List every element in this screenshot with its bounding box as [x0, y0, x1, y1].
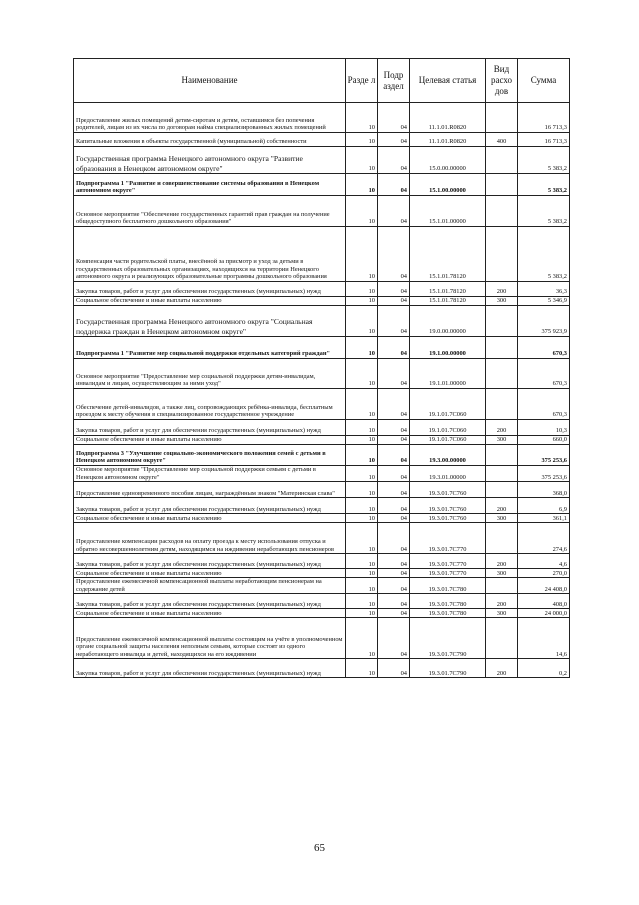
cell-target: 19.3.01.7С760 — [410, 514, 486, 523]
cell-target: 11.1.01.R0820 — [410, 133, 486, 147]
cell-kind — [486, 196, 518, 227]
cell-target: 15.1.01.78120 — [410, 227, 486, 282]
cell-target: 19.1.01.7С060 — [410, 389, 486, 420]
cell-name: Закупка товаров, работ и услуг для обеспечения государственных (муниципальных) нужд — [74, 594, 346, 609]
cell-target: 19.1.00.00000 — [410, 337, 486, 359]
cell-target: 15.1.01.78120 — [410, 282, 486, 297]
table-row — [74, 147, 570, 174]
cell-name: Основное мероприятие "Предоставление мер социальной поддержки семьям с детьми в Ненецком автономном округе" — [74, 466, 346, 482]
cell-name: Государственная программа Ненецкого автономного округа "Социальная поддержка граждан в Ненецком автономном округе" — [74, 306, 346, 337]
cell-subsection: 04 — [378, 133, 410, 147]
cell-target: 19.3.01.7С780 — [410, 578, 486, 594]
cell-section: 10 — [346, 569, 378, 578]
cell-target: 19.0.00.00000 — [410, 306, 486, 337]
table-row — [74, 196, 570, 227]
cell-name: Обеспечение детей-инвалидов, а также лиц, сопровождающих ребёнка-инвалида, бесплатным проездом к месту обучения в специализированное государственное учреждение — [74, 389, 346, 420]
cell-target: 19.1.01.7С060 — [410, 420, 486, 436]
cell-sum: 16 713,3 — [518, 103, 570, 133]
cell-subsection: 04 — [378, 103, 410, 133]
cell-subsection: 04 — [378, 554, 410, 569]
cell-section: 10 — [346, 133, 378, 147]
cell-name: Закупка товаров, работ и услуг для обеспечения государственных (муниципальных) нужд — [74, 554, 346, 569]
cell-subsection: 04 — [378, 359, 410, 389]
cell-name: Предоставление единовременного пособия лицам, награждённым знаком "Материнская слава" — [74, 482, 346, 498]
cell-sum: 375 923,9 — [518, 306, 570, 337]
cell-subsection: 04 — [378, 436, 410, 445]
cell-sum: 5 383,2 — [518, 196, 570, 227]
cell-name: Закупка товаров, работ и услуг для обеспечения государственных (муниципальных) нужд — [74, 659, 346, 678]
cell-target: 11.1.01.R0820 — [410, 103, 486, 133]
cell-subsection: 04 — [378, 297, 410, 306]
cell-kind: 200 — [486, 420, 518, 436]
cell-sum: 368,0 — [518, 482, 570, 498]
cell-name: Подпрограмма 1 "Развитие и совершенствование системы образования в Ненецком автономном округе" — [74, 174, 346, 196]
cell-subsection: 04 — [378, 594, 410, 609]
cell-section: 10 — [346, 147, 378, 174]
cell-target: 15.1.01.00000 — [410, 196, 486, 227]
table-row — [74, 523, 570, 554]
cell-section: 10 — [346, 306, 378, 337]
cell-sum: 5 346,9 — [518, 297, 570, 306]
table-row — [74, 436, 570, 445]
cell-target: 19.3.01.7С780 — [410, 594, 486, 609]
cell-section: 10 — [346, 389, 378, 420]
table-row — [74, 103, 570, 133]
cell-section: 10 — [346, 554, 378, 569]
cell-sum: 270,0 — [518, 569, 570, 578]
table-row — [74, 618, 570, 659]
cell-section: 10 — [346, 482, 378, 498]
cell-target: 19.3.01.00000 — [410, 466, 486, 482]
cell-kind — [486, 227, 518, 282]
table-row — [74, 389, 570, 420]
cell-section: 10 — [346, 420, 378, 436]
table-row — [74, 466, 570, 482]
cell-target: 15.0.00.00000 — [410, 147, 486, 174]
cell-kind: 300 — [486, 609, 518, 618]
cell-section: 10 — [346, 359, 378, 389]
cell-name: Капитальные вложения в объекты государственной (муниципальной) собственности — [74, 133, 346, 147]
cell-kind — [486, 523, 518, 554]
table-row — [74, 359, 570, 389]
cell-kind — [486, 306, 518, 337]
cell-section: 10 — [346, 337, 378, 359]
cell-sum: 10,3 — [518, 420, 570, 436]
cell-target: 15.1.01.78120 — [410, 297, 486, 306]
cell-kind: 300 — [486, 436, 518, 445]
cell-subsection: 04 — [378, 569, 410, 578]
header-section: Разде л — [346, 59, 378, 103]
cell-sum: 5 383,2 — [518, 174, 570, 196]
table-row — [74, 420, 570, 436]
table-row — [74, 659, 570, 678]
cell-subsection: 04 — [378, 578, 410, 594]
table-row — [74, 578, 570, 594]
cell-name: Закупка товаров, работ и услуг для обеспечения государственных (муниципальных) нужд — [74, 420, 346, 436]
table-row — [74, 569, 570, 578]
table-row — [74, 594, 570, 609]
cell-section: 10 — [346, 174, 378, 196]
cell-kind — [486, 578, 518, 594]
cell-sum: 361,1 — [518, 514, 570, 523]
cell-kind — [486, 482, 518, 498]
table-row — [74, 514, 570, 523]
cell-sum: 14,6 — [518, 618, 570, 659]
cell-kind: 200 — [486, 594, 518, 609]
cell-name: Компенсация части родительской платы, внесённой за присмотр и уход за детьми в государственных образовательных организациях, находящихся на территории Ненецкого автономного округа и реализующих образовательные программы дошкольного образования — [74, 227, 346, 282]
cell-kind: 200 — [486, 659, 518, 678]
cell-section: 10 — [346, 498, 378, 514]
table-row — [74, 174, 570, 196]
table-row — [74, 133, 570, 147]
cell-target: 19.3.00.00000 — [410, 445, 486, 466]
cell-kind: 400 — [486, 133, 518, 147]
cell-sum: 6,9 — [518, 498, 570, 514]
cell-target: 19.3.01.7С770 — [410, 523, 486, 554]
cell-kind — [486, 618, 518, 659]
cell-section: 10 — [346, 297, 378, 306]
cell-sum: 5 383,2 — [518, 227, 570, 282]
cell-name: Социальное обеспечение и иные выплаты населению — [74, 609, 346, 618]
cell-subsection: 04 — [378, 523, 410, 554]
cell-target: 19.1.01.7С060 — [410, 436, 486, 445]
cell-sum: 670,3 — [518, 389, 570, 420]
cell-target: 19.3.01.7С760 — [410, 498, 486, 514]
cell-sum: 36,3 — [518, 282, 570, 297]
table-row — [74, 337, 570, 359]
cell-kind — [486, 174, 518, 196]
cell-name: Предоставление ежемесячной компенсационной выплаты состоящим на учёте в уполномоченном органе социальной защиты населения неполным семьям, которые состоят из одного неработающего инвалида и детей, находящихся на его иждивении — [74, 618, 346, 659]
cell-subsection: 04 — [378, 466, 410, 482]
cell-sum: 375 253,6 — [518, 445, 570, 466]
cell-target: 19.3.01.7С790 — [410, 618, 486, 659]
cell-section: 10 — [346, 594, 378, 609]
cell-target: 19.3.01.7С770 — [410, 554, 486, 569]
cell-section: 10 — [346, 103, 378, 133]
table-row — [74, 554, 570, 569]
cell-kind: 200 — [486, 498, 518, 514]
cell-kind — [486, 147, 518, 174]
cell-target: 19.3.01.7С770 — [410, 569, 486, 578]
cell-kind: 300 — [486, 297, 518, 306]
cell-name: Предоставление ежемесячной компенсационной выплаты неработающим пенсионерам на содержание детей — [74, 578, 346, 594]
cell-target: 19.3.01.7С790 — [410, 659, 486, 678]
cell-subsection: 04 — [378, 445, 410, 466]
cell-target: 15.1.00.00000 — [410, 174, 486, 196]
cell-section: 10 — [346, 227, 378, 282]
table-row — [74, 227, 570, 282]
cell-name: Основное мероприятие "Предоставление мер социальной поддержки детям-инвалидам, инвалидам и лицам, осуществляющим за ними уход" — [74, 359, 346, 389]
header-subsection: Подр аздел — [378, 59, 410, 103]
cell-sum: 4,6 — [518, 554, 570, 569]
cell-name: Подпрограмма 1 "Развитие мер социальной поддержки отдельных категорий граждан" — [74, 337, 346, 359]
cell-section: 10 — [346, 436, 378, 445]
table-row — [74, 282, 570, 297]
cell-sum: 670,3 — [518, 359, 570, 389]
cell-subsection: 04 — [378, 498, 410, 514]
cell-sum: 660,0 — [518, 436, 570, 445]
cell-name: Социальное обеспечение и иные выплаты населению — [74, 569, 346, 578]
cell-sum: 375 253,6 — [518, 466, 570, 482]
cell-kind: 300 — [486, 569, 518, 578]
cell-kind — [486, 337, 518, 359]
cell-name: Закупка товаров, работ и услуг для обеспечения государственных (муниципальных) нужд — [74, 498, 346, 514]
cell-section: 10 — [346, 466, 378, 482]
header-row — [74, 59, 570, 103]
cell-subsection: 04 — [378, 337, 410, 359]
table-row — [74, 609, 570, 618]
cell-kind — [486, 359, 518, 389]
cell-target: 19.3.01.7С780 — [410, 609, 486, 618]
cell-kind — [486, 466, 518, 482]
table-row — [74, 306, 570, 337]
cell-target: 19.3.01.7С760 — [410, 482, 486, 498]
cell-kind — [486, 445, 518, 466]
cell-section: 10 — [346, 523, 378, 554]
cell-subsection: 04 — [378, 147, 410, 174]
cell-subsection: 04 — [378, 514, 410, 523]
cell-kind — [486, 389, 518, 420]
cell-subsection: 04 — [378, 482, 410, 498]
cell-name: Социальное обеспечение и иные выплаты населению — [74, 514, 346, 523]
cell-subsection: 04 — [378, 174, 410, 196]
cell-section: 10 — [346, 445, 378, 466]
cell-name: Закупка товаров, работ и услуг для обеспечения государственных (муниципальных) нужд — [74, 282, 346, 297]
cell-name: Предоставление жилых помещений детям-сиротам и детям, оставшимся без попечения родителей, лицам из их числа по договорам найма специализированных жилых помещений — [74, 103, 346, 133]
cell-section: 10 — [346, 282, 378, 297]
cell-subsection: 04 — [378, 306, 410, 337]
cell-subsection: 04 — [378, 282, 410, 297]
cell-section: 10 — [346, 618, 378, 659]
cell-section: 10 — [346, 196, 378, 227]
cell-sum: 24 000,0 — [518, 609, 570, 618]
table-row — [74, 482, 570, 498]
table-row — [74, 498, 570, 514]
cell-name: Социальное обеспечение и иные выплаты населению — [74, 436, 346, 445]
header-kind: Вид расхо дов — [486, 59, 518, 103]
header-sum: Сумма — [518, 59, 570, 103]
cell-section: 10 — [346, 514, 378, 523]
cell-sum: 24 408,0 — [518, 578, 570, 594]
table-row — [74, 297, 570, 306]
cell-kind: 200 — [486, 554, 518, 569]
cell-subsection: 04 — [378, 227, 410, 282]
cell-subsection: 04 — [378, 420, 410, 436]
header-target: Целевая статья — [410, 59, 486, 103]
budget-table — [73, 58, 570, 678]
cell-sum: 274,6 — [518, 523, 570, 554]
cell-sum: 16 713,3 — [518, 133, 570, 147]
table-body — [74, 103, 570, 678]
cell-subsection: 04 — [378, 196, 410, 227]
cell-name: Основное мероприятие "Обеспечение государственных гарантий прав граждан на получение общедоступного бесплатного дошкольного образования" — [74, 196, 346, 227]
cell-kind — [486, 103, 518, 133]
cell-section: 10 — [346, 659, 378, 678]
table-row — [74, 445, 570, 466]
cell-section: 10 — [346, 609, 378, 618]
cell-section: 10 — [346, 578, 378, 594]
cell-subsection: 04 — [378, 609, 410, 618]
cell-kind: 300 — [486, 514, 518, 523]
cell-sum: 670,3 — [518, 337, 570, 359]
cell-sum: 5 383,2 — [518, 147, 570, 174]
cell-target: 19.1.01.00000 — [410, 359, 486, 389]
cell-kind: 200 — [486, 282, 518, 297]
cell-name: Социальное обеспечение и иные выплаты населению — [74, 297, 346, 306]
page-number: 65 — [314, 842, 325, 854]
header-name: Наименование — [74, 59, 346, 103]
cell-name: Предоставление компенсации расходов на оплату проезда к месту использования отпуска и обратно несовершеннолетним детям, находящимся на иждивении неработающих пенсионеров — [74, 523, 346, 554]
cell-subsection: 04 — [378, 618, 410, 659]
cell-subsection: 04 — [378, 659, 410, 678]
cell-sum: 408,0 — [518, 594, 570, 609]
cell-subsection: 04 — [378, 389, 410, 420]
cell-name: Подпрограмма 3 "Улучшение социально-экономического положения семей с детьми в Ненецком автономном округе" — [74, 445, 346, 466]
table-header — [74, 59, 570, 103]
cell-name: Государственная программа Ненецкого автономного округа "Развитие образования в Ненецком автономном округе" — [74, 147, 346, 174]
cell-sum: 0,2 — [518, 659, 570, 678]
